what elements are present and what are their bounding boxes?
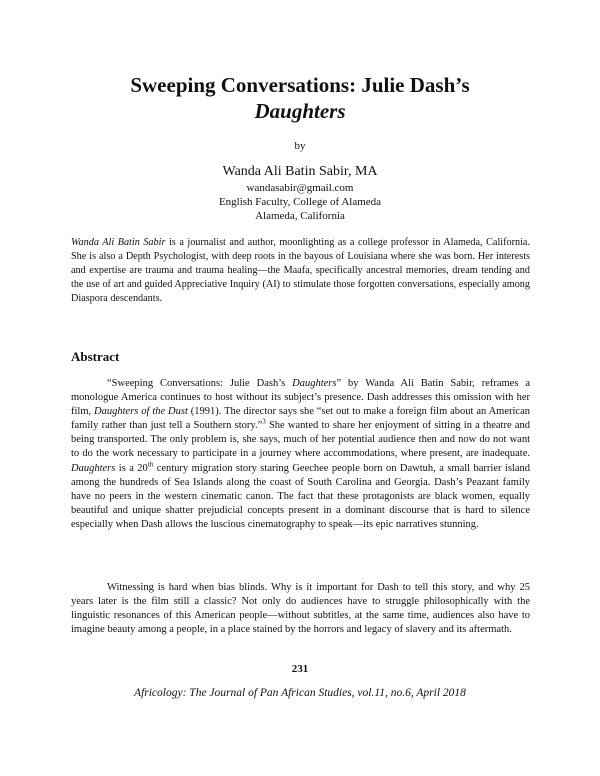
paper-title-line2: Daughters — [254, 99, 346, 123]
p1-film-title-short: Daughters — [292, 378, 337, 389]
author-bio — [71, 236, 530, 306]
journal-citation: Africology: The Journal of Pan African Studies, vol.11, no.6, April 2018 — [134, 687, 466, 699]
abstract-heading: Abstract — [71, 349, 120, 364]
p1-text-c: (1991). The director says she “set out to make a foreign film about an American family rather than just tell a Southern story.” — [71, 406, 530, 432]
abstract-paragraph-2: Witnessing is hard when bias blinds. Why is it important for Dash to tell this story, and why 25 years later is the film still a classic? Not only do audiences have to struggle philosophically with the linguistic resonances of this American people—without subtitles, at the same time, audiences also have to imagine beauty among a people, in a place stained by the horrors and legacy of slavery and its aftermath. — [71, 582, 530, 636]
page-number: 231 — [291, 663, 309, 675]
p1-text-a: “Sweeping Conversations: Julie Dash’s — [107, 378, 293, 389]
p1-film-title-full: Daughters of the Dust — [94, 406, 188, 418]
p1-text-b: ” by Wanda Ali Batin Sabir, reframes a monologue America continues to host without its subject’s presence. Dash addresses this omission with her film, — [71, 378, 530, 418]
abstract-paragraph-1 — [71, 377, 530, 532]
author-affiliation: English Faculty, College of Alameda — [218, 196, 382, 208]
author-name: Wanda Ali Batin Sabir, MA — [222, 164, 378, 179]
author-email: wandasabir@gmail.com — [246, 182, 354, 194]
p1-film-title-short-2: Daughters — [71, 462, 116, 474]
p1-text-d: She wanted to share her enjoyment of sitting in a theatre and being transported. The only problem is, she says, much of her potential audience then and now do not want to do the work necessary to participate in a journey where accommodations, where present, are inadequate. — [71, 420, 530, 460]
byline: by — [294, 140, 306, 152]
p1-text-e: is a 20 — [115, 462, 148, 474]
paper-title-line1: Sweeping Conversations: Julie Dash’s — [130, 73, 470, 97]
footnote-ref: 3 — [262, 417, 266, 426]
bio-author-name: Wanda Ali Batin Sabir — [71, 237, 166, 248]
author-location: Alameda, California — [255, 210, 345, 222]
bio-text: is a journalist and author, moonlighting as a college professor in Alameda, California. She is also a Depth Psychologist, with deep roots in the bayous of Louisiana where she was born. Her interests and expertise are trauma and trauma healing—the Maafa, specifically ancestral memories, dream tending and the use of art and guided Appreciative Inquiry (AI) to stimulate those forgotten conversations, especially among Diaspora descendants. — [71, 237, 530, 305]
p1-text-f: century migration story staring Geechee people born on Dawtuh, a small barrier island among the hundreds of Sea Islands along the coast of South Carolina and Georgia. Dash’s Peazant family have no peers in the western cinematic canon. The fact that these protagonists are black women, equally beautiful and unique shatter prejudicial concepts present in a dominant discourse that is hard to silence especially when Dash allows the luscious cinematography to speak—its epic narratives stunning. — [71, 462, 530, 530]
ordinal-suffix: th — [147, 460, 154, 469]
